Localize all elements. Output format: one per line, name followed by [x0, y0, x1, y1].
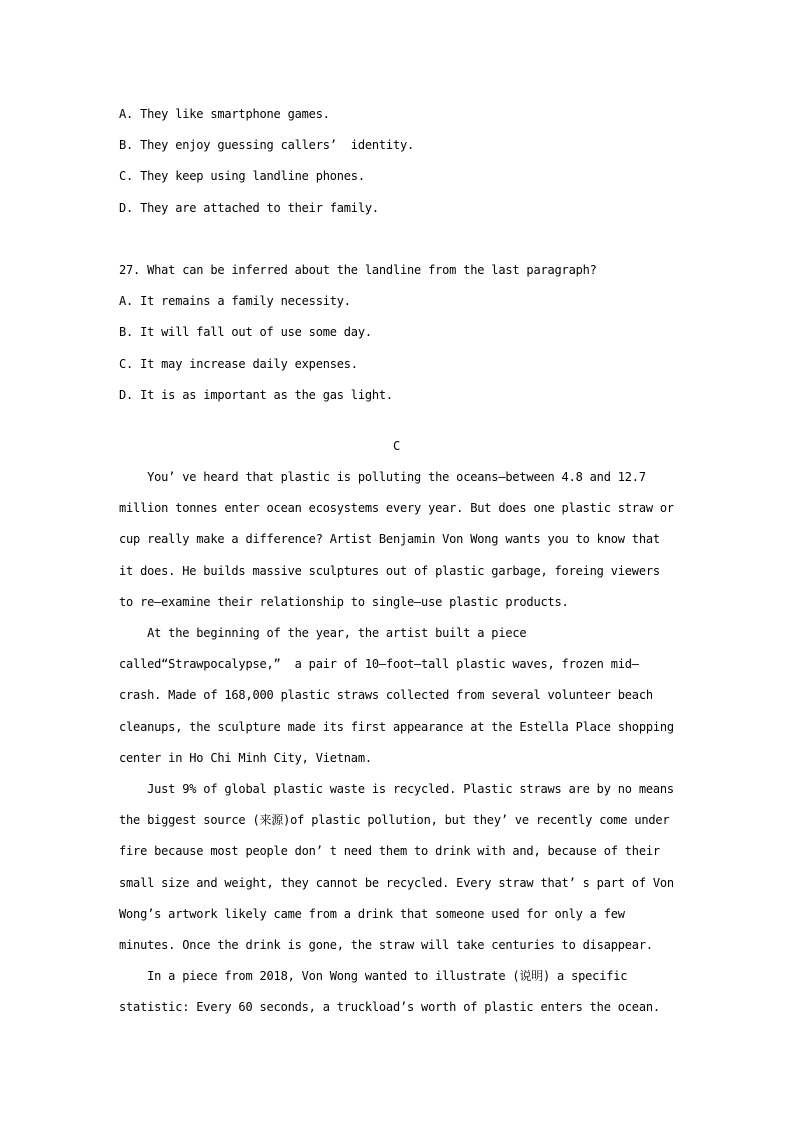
- text-line: D. They are attached to their family.: [119, 200, 379, 215]
- text-line: At the beginning of the year, the artist built a piece: [119, 626, 527, 640]
- text-line: million tonnes enter ocean ecosystems every year. But does one plastic straw or: [119, 501, 674, 516]
- passage-paragraph-4: [119, 961, 674, 1023]
- text-line: the biggest source (来源)of plastic pollution, but they’ ve recently come under: [119, 813, 670, 828]
- question-27-options: [119, 286, 674, 411]
- text-line: cleanups, the sculpture made its first appearance at the Estella Place shopping: [119, 719, 674, 734]
- text-line: You’ ve heard that plastic is polluting the oceans—between 4.8 and 12.7: [119, 470, 646, 485]
- text-line: B. It will fall out of use some day.: [119, 325, 372, 340]
- text-line: fire because most people don’ t need them to drink with and, because of their: [119, 844, 660, 859]
- passage-paragraph-3: [119, 774, 674, 961]
- text-line: A. They like smartphone games.: [119, 107, 330, 121]
- text-line: crash. Made of 168,000 plastic straws collected from several volunteer beach: [119, 688, 653, 703]
- text-line: D. It is as important as the gas light.: [119, 387, 393, 402]
- text-line: C. They keep using landline phones.: [119, 169, 365, 184]
- passage-section-label: C: [392, 438, 401, 453]
- text-line: B. They enjoy guessing callers’ identity.: [119, 138, 415, 153]
- text-line: called“Strawpocalypse,” a pair of 10—foot—tall plastic waves, frozen mid—: [119, 657, 639, 672]
- question-27-stem: 27. What can be inferred about the landline from the last paragraph?: [119, 262, 597, 277]
- text-line: In a piece from 2018, Von Wong wanted to illustrate (说明) a specific: [119, 969, 628, 984]
- text-line: center in Ho Chi Minh City, Vietnam.: [119, 750, 372, 765]
- text-line: statistic: Every 60 seconds, a truckload’s worth of plastic enters the ocean.: [119, 1000, 660, 1015]
- text-line: it does. He builds massive sculptures out of plastic garbage, foreing viewers: [119, 563, 660, 578]
- text-line: small size and weight, they cannot be recycled. Every straw that’ s part of Von: [119, 875, 674, 890]
- text-line: cup really make a difference? Artist Benjamin Von Wong wants you to know that: [119, 532, 660, 547]
- text-line: A. It remains a family necessity.: [119, 294, 351, 309]
- text-line: Wong’s artwork likely came from a drink that someone used for only a few: [119, 906, 625, 921]
- passage-paragraph-1: [119, 462, 674, 618]
- text-line: minutes. Once the drink is gone, the straw will take centuries to disappear.: [119, 937, 653, 952]
- section-gap: [119, 411, 674, 431]
- passage-paragraph-2: [119, 618, 674, 774]
- text-line: to re—examine their relationship to single—use plastic products.: [119, 594, 569, 609]
- question-26-options: [119, 99, 674, 224]
- text-line: C. It may increase daily expenses.: [119, 356, 358, 371]
- blank-line: [119, 224, 674, 255]
- text-line: Just 9% of global plastic waste is recycled. Plastic straws are by no means: [119, 781, 674, 796]
